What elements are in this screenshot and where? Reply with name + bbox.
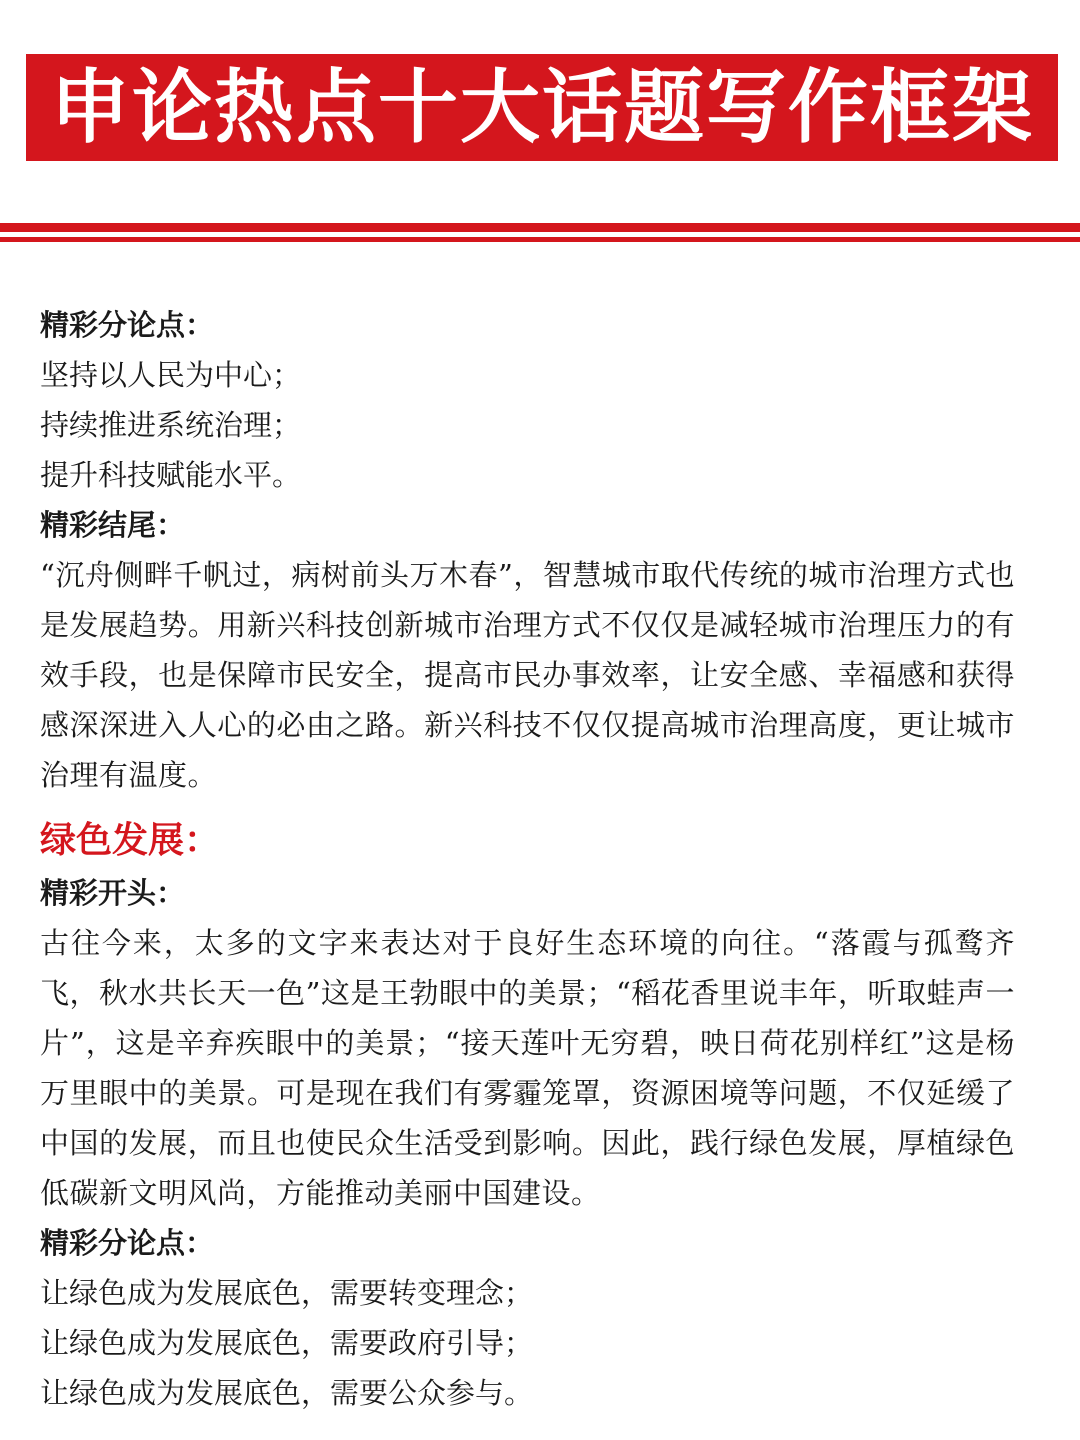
section-title-green: 绿色发展： — [40, 819, 221, 861]
point-item: 提升科技赋能水平。 — [40, 458, 302, 492]
title-banner — [26, 54, 1058, 161]
divider-thin — [0, 237, 1080, 242]
point-item: 让绿色成为发展底色，需要政府引导； — [40, 1326, 534, 1360]
article-body — [40, 300, 1015, 1418]
page-title: 申论热点十大话题写作框架 — [50, 60, 1034, 154]
point-item: 让绿色成为发展底色，需要转变理念； — [40, 1276, 534, 1310]
point-item: 让绿色成为发展底色，需要公众参与。 — [40, 1376, 534, 1410]
ending-label: 精彩结尾： — [40, 508, 186, 542]
point-item: 坚持以人民为中心； — [40, 358, 302, 392]
opening-paragraph: 古往今来，太多的文字来表达对于良好生态环境的向往。“落霞与孤鹜齐飞，秋水共长天一色”这是王勃眼中的美景；“稻花香里说丰年，听取蛙声一片”，这是辛弃疾眼中的美景；“接天莲叶无穷碧，映日荷花别样红”这是杨万里眼中的美景。可是现在我们有雾霾笼罩，资源困境等问题，不仅延缓了中国的发展，而且也使民众生活受到影响。因此，践行绿色发展，厚植绿色低碳新文明风尚，方能推动美丽中国建设。 — [40, 926, 1015, 1210]
points-label: 精彩分论点： — [40, 308, 215, 342]
divider-thick — [0, 223, 1080, 232]
points-label: 精彩分论点： — [40, 1226, 215, 1260]
ending-paragraph: “沉舟侧畔千帆过，病树前头万木春”，智慧城市取代传统的城市治理方式也是发展趋势。用新兴科技创新城市治理方式不仅仅是减轻城市治理压力的有效手段，也是保障市民安全，提高市民办事效率，让安全感、幸福感和获得感深深进入人心的必由之路。新兴科技不仅仅提高城市治理高度，更让城市治理有温度。 — [40, 558, 1015, 792]
opening-label: 精彩开头： — [40, 876, 186, 910]
point-item: 持续推进系统治理； — [40, 408, 302, 442]
